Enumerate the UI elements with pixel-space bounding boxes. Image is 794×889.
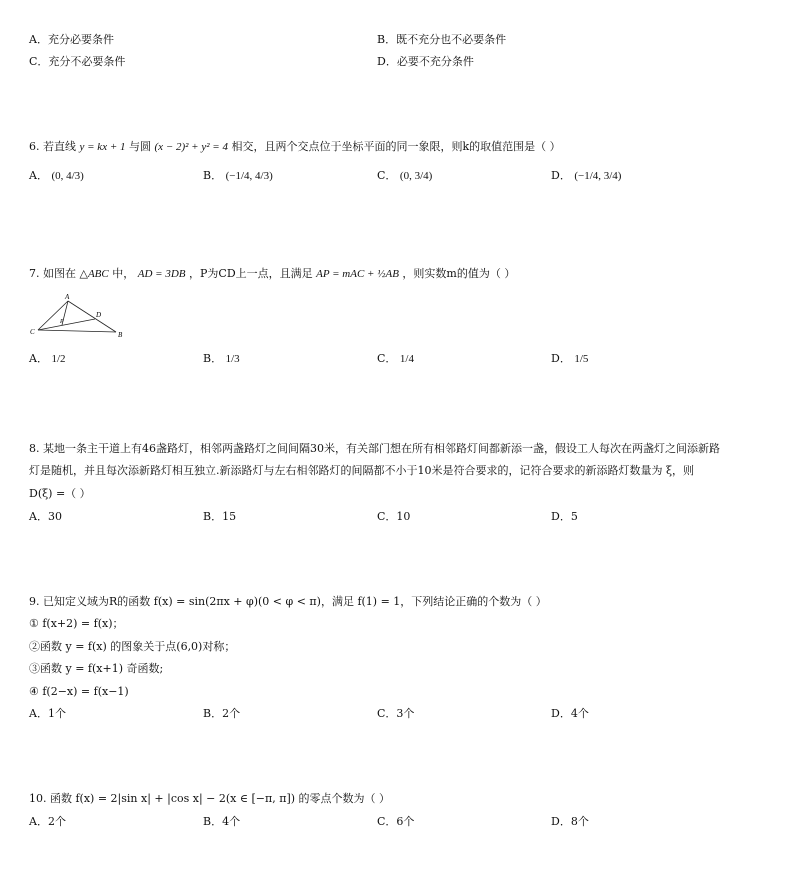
q6-option-c-value: (0, 3/4) (399, 170, 433, 182)
q7-segment-cb (38, 330, 116, 332)
q7-label-c: C (30, 328, 35, 336)
q7-option-d-value: 1/5 (574, 353, 589, 365)
q7-stem (29, 266, 515, 282)
q6-option-a (29, 168, 84, 184)
q9-statement-1: ① f(x+2) = f(x)； (29, 617, 124, 630)
q9-statement-3: ③函数 y = f(x+1) 奇函数; (29, 662, 164, 675)
q9-statement-2: ②函数 y = f(x) 的图象关于点(6,0)对称； (29, 640, 236, 653)
q9-statement-4: ④ f(2−x) = f(x−1) (29, 685, 129, 698)
q7-number: 7. 如图在 (29, 267, 76, 280)
q7-option-a-value: 1/2 (51, 353, 66, 365)
q7-option-a-label: A． (29, 352, 48, 365)
q8-stem-line-2: 灯是随机，并且每次添新路灯相互独立.新添路灯与左右相邻路灯的间隔都不小于10米是符合要求的，记符合要求的新添路灯数量为 ξ，则 (29, 464, 695, 477)
q7-option-a (29, 351, 66, 367)
q6-option-d (551, 168, 621, 184)
q8-option-d: D．5 (551, 510, 578, 523)
q7-segment-ab (68, 301, 116, 332)
q9-option-d: D．4个 (551, 707, 589, 720)
q7-label-b: B (118, 331, 123, 338)
q6-option-d-value: (−1/4, 3/4) (574, 170, 622, 182)
q6-stem-text-1: 与圆 (129, 140, 151, 153)
q6-option-d-label: D． (551, 169, 571, 182)
q6-stem-text-2: 相交，且两个交点位于坐标平面的同一象限，则k的取值范围是（ ） (231, 140, 561, 153)
q5-option-c: C．充分不必要条件 (29, 55, 126, 68)
q7-segment-cd (38, 319, 95, 330)
q7-option-b (203, 351, 240, 367)
q6-stem (29, 139, 561, 155)
q8-option-a: A．30 (29, 510, 62, 523)
q8-option-c: C．10 (377, 510, 411, 523)
q6-option-a-value: (0, 4/3) (51, 170, 84, 182)
q7-condition-1: AD = 3DB (137, 268, 186, 280)
q9-option-a: A．1个 (29, 707, 66, 720)
q7-label-p: P (60, 319, 64, 325)
q10-option-b: B．4个 (203, 815, 241, 828)
q8-stem-line-1: 8. 某地一条主干道上有46盏路灯，相邻两盏路灯之间间隔30米，有关部门想在所有相邻路灯间都新添一盏，假设工人每次在两盏灯之间添新路 (29, 442, 720, 455)
q7-stem-text-1: 中， (112, 267, 135, 280)
q8-stem-line-3: D(ξ) =（ ） (29, 487, 91, 500)
q8-option-b: B．15 (203, 510, 237, 523)
q6-option-b-value: (−1/4, 4/3) (225, 170, 273, 182)
q6-number: 6. 若直线 (29, 140, 76, 153)
q6-option-c-label: C． (377, 169, 397, 182)
q6-option-c (377, 168, 432, 184)
q7-option-b-value: 1/3 (225, 353, 240, 365)
q7-option-c-label: C． (377, 352, 397, 365)
q5-option-a: A．充分必要条件 (29, 33, 114, 46)
q7-label-a: A (65, 293, 70, 301)
q7-triangle: △ABC (79, 268, 109, 280)
q6-option-a-label: A． (29, 169, 48, 182)
q7-option-c (377, 351, 414, 367)
q9-option-b: B．2个 (203, 707, 241, 720)
q7-condition-2: AP = mAC + ½AB (316, 268, 399, 280)
q7-label-d: D (96, 311, 102, 319)
q9-option-c: C．3个 (377, 707, 415, 720)
q7-stem-text-2: ，P为CD上一点，且满足 (189, 267, 313, 280)
q7-stem-text-3: ，则实数m的值为（ ） (402, 267, 516, 280)
q7-segment-ca (38, 301, 68, 330)
q10-stem: 10. 函数 f(x) = 2|sin x| + |cos x| − 2(x ∈ [−π, π]) 的零点个数为（ ） (29, 792, 391, 805)
q5-option-d: D．必要不充分条件 (377, 55, 474, 68)
q7-option-c-value: 1/4 (399, 353, 414, 365)
q6-circle-equation: (x − 2)² + y² = 4 (154, 141, 228, 153)
q7-option-d-label: D． (551, 352, 571, 365)
q10-option-d: D．8个 (551, 815, 589, 828)
q5-option-b: B．既不充分也不必要条件 (377, 33, 507, 46)
q6-option-b (203, 168, 273, 184)
q7-triangle-figure (28, 292, 128, 338)
q6-option-b-label: B． (203, 169, 223, 182)
q7-option-b-label: B． (203, 352, 223, 365)
q9-stem: 9. 已知定义域为R的函数 f(x) = sin(2πx + φ)(0 < φ < π)，满足 f(1) = 1，下列结论正确的个数为（ ） (29, 595, 547, 608)
q10-option-c: C．6个 (377, 815, 415, 828)
q10-option-a: A．2个 (29, 815, 66, 828)
q6-line-equation: y = kx + 1 (79, 141, 126, 153)
q7-option-d (551, 351, 588, 367)
